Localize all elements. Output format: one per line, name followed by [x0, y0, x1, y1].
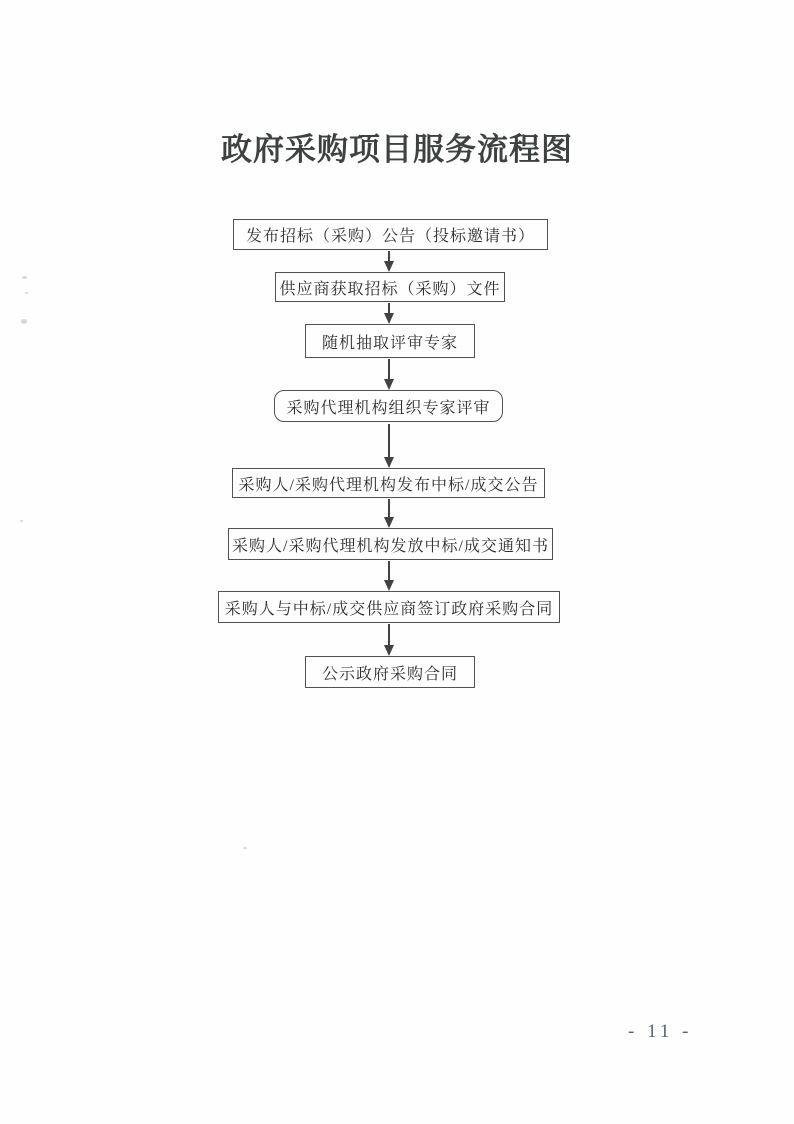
flow-arrow-6: [388, 561, 390, 580]
scan-artifact: [21, 319, 27, 324]
flow-arrow-3: [388, 359, 390, 379]
flow-step-issue-award-notice: 采购人/采购代理机构发放中标/成交通知书: [228, 528, 553, 560]
scan-artifact: [243, 847, 247, 849]
flow-arrow-2: [388, 303, 390, 313]
flow-step-publish-announcement: 发布招标（采购）公告（投标邀请书）: [233, 219, 548, 250]
page-title: 政府采购项目服务流程图: [221, 132, 573, 167]
flow-arrow-7: [388, 624, 390, 645]
scan-artifact: [20, 520, 23, 522]
scan-artifact: [22, 276, 27, 279]
flow-step-agency-organizes-review: 采购代理机构组织专家评审: [274, 390, 503, 422]
flow-arrow-1: [388, 251, 390, 261]
flow-step-publicize-contract: 公示政府采购合同: [305, 656, 475, 688]
flow-arrow-4: [388, 424, 390, 457]
flow-step-sign-contract: 采购人与中标/成交供应商签订政府采购合同: [218, 591, 560, 623]
flow-arrow-5: [388, 499, 390, 517]
page-number: - 11 -: [628, 1021, 693, 1042]
scan-artifact: [25, 292, 28, 294]
flow-step-publish-award-announcement: 采购人/采购代理机构发布中标/成交公告: [232, 468, 545, 498]
flow-step-obtain-documents: 供应商获取招标（采购）文件: [275, 272, 505, 302]
flow-step-random-expert-selection: 随机抽取评审专家: [305, 324, 475, 358]
